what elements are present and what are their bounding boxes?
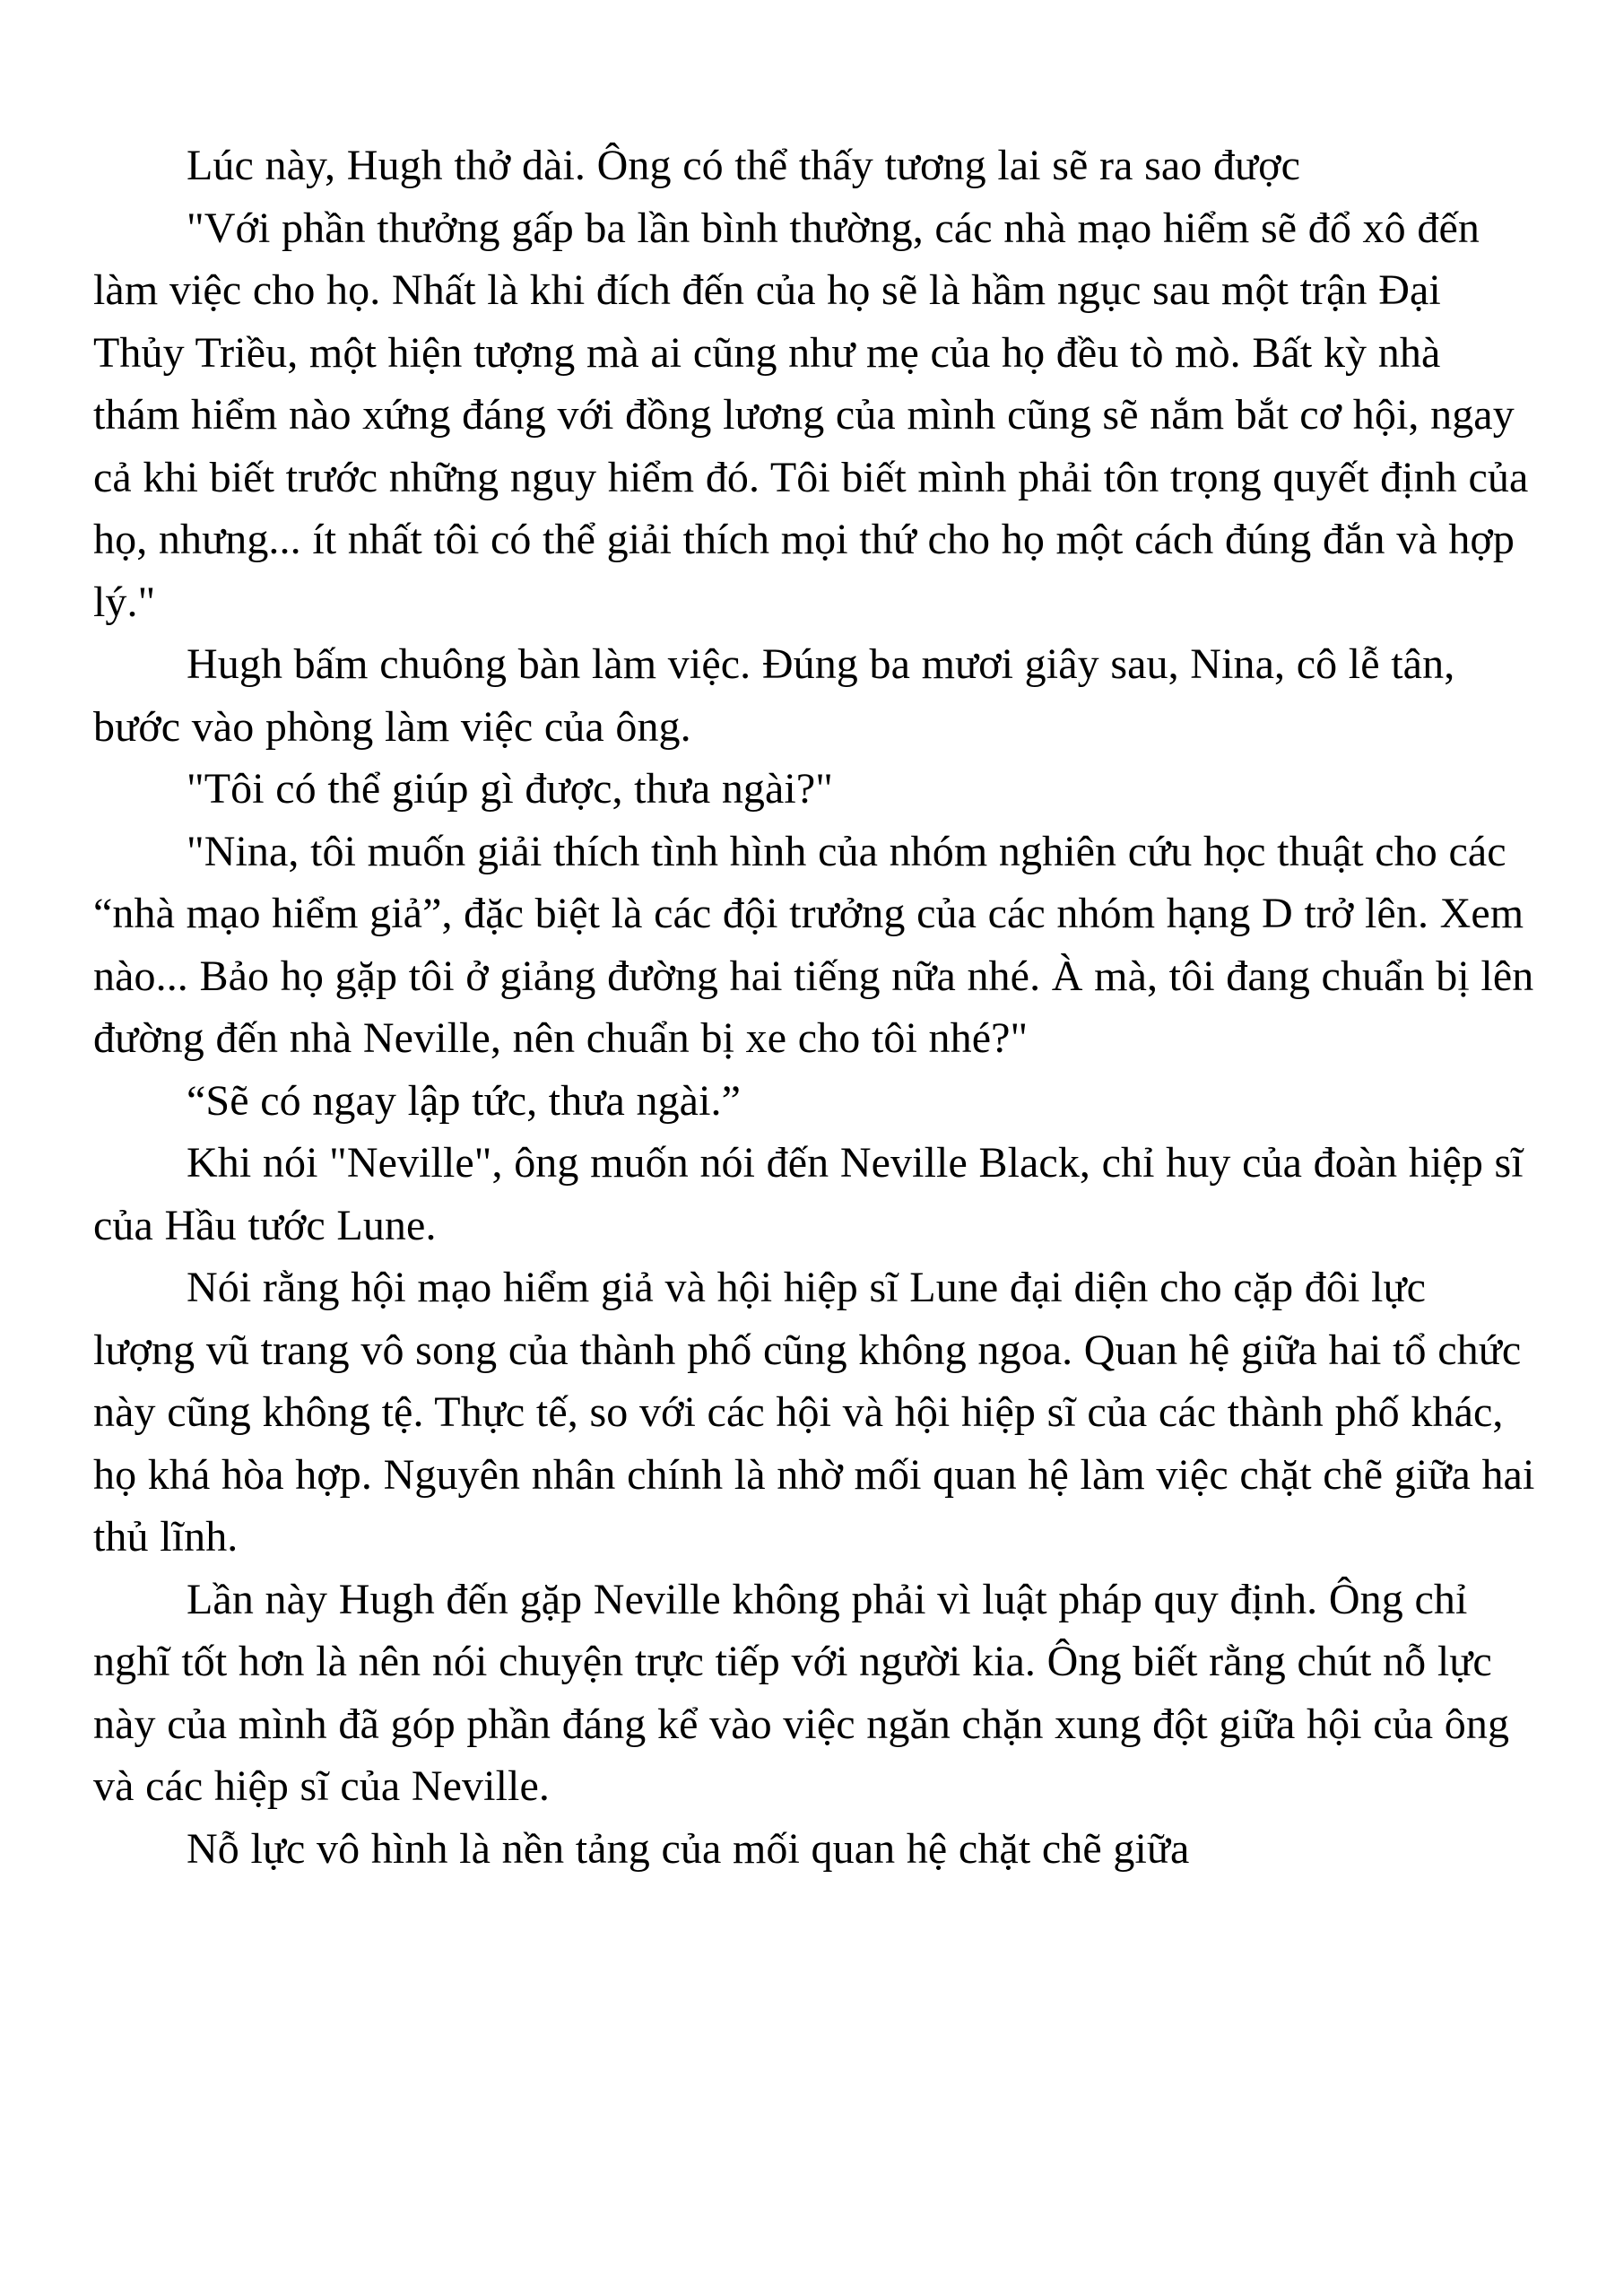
paragraph-9: Lần này Hugh đến gặp Neville không phải vì luật pháp quy định. Ông chỉ nghĩ tốt hơn là nên nói chuyện trực tiếp với người kia. Ông biết rằng chút nỗ lực này của mình đã góp phần đáng kể vào việc ngăn chặn xung đột giữa hội của ông và các hiệp sĩ của Neville. — [93, 1575, 1510, 1810]
paragraph-7: Khi nói "Neville", ông muốn nói đến Neville Black, chỉ huy của đoàn hiệp sĩ của Hầu tước Lune. — [93, 1139, 1524, 1249]
paragraph-3: Hugh bấm chuông bàn làm việc. Đúng ba mươi giây sau, Nina, cô lễ tân, bước vào phòng làm việc của ông. — [93, 640, 1455, 751]
paragraph-10: Nỗ lực vô hình là nền tảng của mối quan hệ chặt chẽ giữa — [187, 1824, 1190, 1873]
paragraph-6: “Sẽ có ngay lập tức, thưa ngài.” — [187, 1076, 742, 1125]
paragraph-1: Lúc này, Hugh thở dài. Ông có thể thấy tương lai sẽ ra sao được — [187, 142, 1301, 189]
paragraph-5: "Nina, tôi muốn giải thích tình hình của nhóm nghiên cứu học thuật cho các “nhà mạo hiểm giả”, đặc biệt là các đội trưởng của các nhóm hạng D trở lên. Xem nào... Bảo họ gặp tôi ở giảng đường hai tiếng nữa nhé. À mà, tôi đang chuẩn bị lên đường đến nhà Neville, nên chuẩn bị xe cho tôi nhé?" — [93, 827, 1534, 1062]
paragraph-8: Nói rằng hội mạo hiểm giả và hội hiệp sĩ Lune đại diện cho cặp đôi lực lượng vũ trang vô song của thành phố cũng không ngoa. Quan hệ giữa hai tổ chức này cũng không tệ. Thực tế, so với các hội và hội hiệp sĩ của các thành phố khác, họ khá hòa hợp. Nguyên nhân chính là nhờ mối quan hệ làm việc chặt chẽ giữa hai thủ lĩnh. — [93, 1264, 1535, 1561]
body-text-column — [93, 135, 1537, 1880]
paragraph-4: "Tôi có thể giúp gì được, thưa ngài?" — [187, 765, 833, 813]
paragraph-2: "Với phần thưởng gấp ba lần bình thường, các nhà mạo hiểm sẽ đổ xô đến làm việc cho họ. Nhất là khi đích đến của họ sẽ là hầm ngục sau một trận Đại Thủy Triều, một hiện tượng mà ai cũng như mẹ của họ đều tò mò. Bất kỳ nhà thám hiểm nào xứng đáng với đồng lương của mình cũng sẽ nắm bắt cơ hội, ngay cả khi biết trước những nguy hiểm đó. Tôi biết mình phải tôn trọng quyết định của họ, nhưng... ít nhất tôi có thể giải thích mọi thứ cho họ một cách đúng đắn và hợp lý." — [93, 204, 1529, 626]
